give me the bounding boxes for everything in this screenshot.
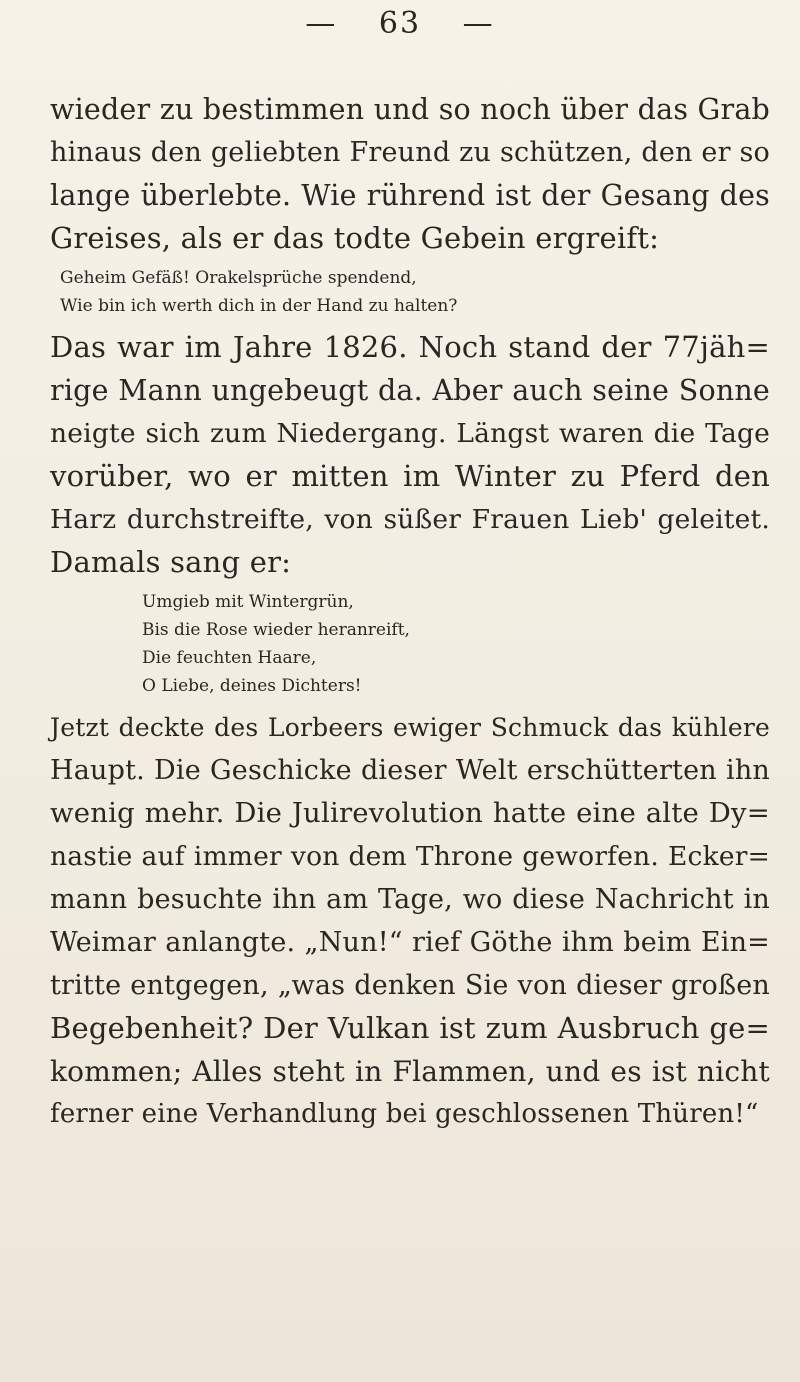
header-dash-right: — xyxy=(462,6,495,41)
text-line: Jetzt deckte des Lorbeers ewiger Schmuck das kühlere xyxy=(50,713,770,742)
text-line: Harz durchstreifte, von süßer Frauen Lieb' geleitet. xyxy=(50,504,770,535)
text-line: Haupt. Die Geschicke dieser Welt erschütterten ihn xyxy=(50,755,770,786)
text-line: neigte sich zum Niedergang. Längst waren die Tage xyxy=(50,418,770,449)
text-line: tritte entgegen, „was denken Sie von dieser großen xyxy=(50,970,770,1001)
text-line: wenig mehr. Die Julirevolution hatte eine alte Dy= xyxy=(50,797,770,829)
text-line: Weimar anlangte. „Nun!“ rief Göthe ihm beim Ein= xyxy=(50,927,770,958)
verse-line: Geheim Gefäß! Orakelsprüche spendend, xyxy=(60,268,417,288)
body-text xyxy=(50,88,770,1136)
text-line: Begebenheit? Der Vulkan ist zum Ausbruch ge= xyxy=(50,1011,770,1045)
text-line: Damals sang er: xyxy=(50,545,292,579)
text-line: rige Mann ungebeugt da. Aber auch seine Sonne xyxy=(50,374,770,407)
text-line: vorüber, wo er mitten im Winter zu Pferd den xyxy=(50,459,770,493)
verse-quote-1 xyxy=(50,264,770,320)
verse-line: O Liebe, deines Dichters! xyxy=(142,676,362,696)
verse-line: Umgieb mit Wintergrün, xyxy=(142,592,354,612)
text-line: Das war im Jahre 1826. Noch stand der 77jäh= xyxy=(50,330,770,364)
text-line: Greises, als er das todte Gebein ergreift: xyxy=(50,221,660,255)
page-number: 63 xyxy=(378,6,422,41)
page-header xyxy=(0,6,800,41)
text-line: mann besuchte ihn am Tage, wo diese Nachricht in xyxy=(50,884,770,915)
text-line: wieder zu bestimmen und so noch über das Grab xyxy=(50,93,770,126)
verse-line: Bis die Rose wieder heranreift, xyxy=(142,620,410,640)
text-line: nastie auf immer von dem Throne geworfen. Ecker= xyxy=(50,841,770,872)
verse-line: Wie bin ich werth dich in der Hand zu halten? xyxy=(60,296,458,316)
text-line: ferner eine Verhandlung bei geschlossenen Thüren!“ xyxy=(50,1099,759,1129)
verse-line: Die feuchten Haare, xyxy=(142,648,317,668)
text-line: hinaus den geliebten Freund zu schützen, den er so xyxy=(50,137,770,168)
text-line: kommen; Alles steht in Flammen, und es ist nicht xyxy=(50,1055,770,1088)
verse-quote-2 xyxy=(50,588,770,700)
header-dash-left: — xyxy=(305,6,338,41)
text-line: lange überlebte. Wie rührend ist der Gesang des xyxy=(50,179,770,212)
